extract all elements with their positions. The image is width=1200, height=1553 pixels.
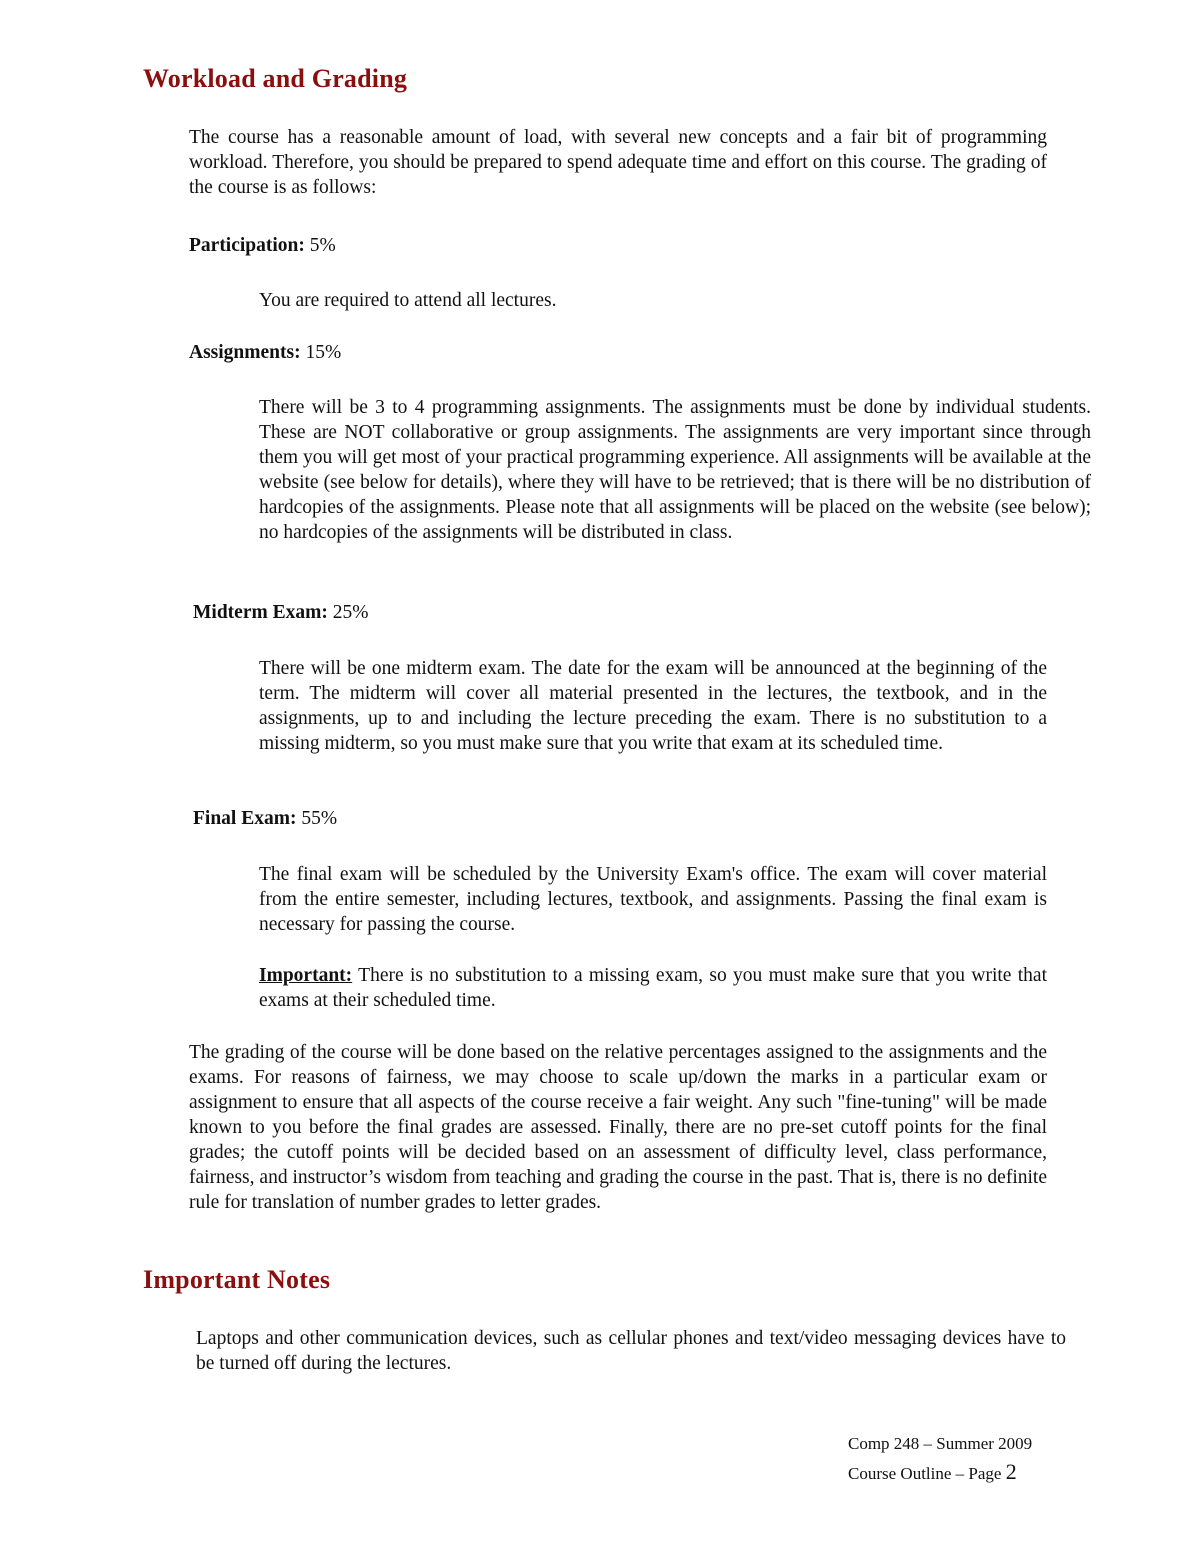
participation-weight: 5%: [309, 235, 336, 256]
assignments-weight: 15%: [305, 342, 342, 363]
participation-label: Participation:: [189, 235, 305, 256]
important-label: Important:: [259, 965, 353, 986]
assignments-heading: [189, 342, 341, 364]
workload-intro: The course has a reasonable amount of load, with several new concepts and a fair bit of programming workload. Therefore, you should be prepared to spend adequate time and effort on this course. The grading of the course is as follows:: [189, 127, 1047, 198]
midterm-weight: 25%: [332, 602, 369, 623]
footer-course: Comp 248 – Summer 2009: [848, 1434, 1033, 1453]
participation-heading: [189, 235, 336, 257]
final-heading: [193, 808, 337, 830]
assignments-text: There will be 3 to 4 programming assignments. The assignments must be done by individual students. These are NOT collaborative or group assignments. The assignments are very important since through them you will get most of your practical programming experience. All assignments will be available at the website (see below for details), where they will have to be retrieved; that is there will be no distribution of hardcopies of the assignments. Please note that all assignments will be placed on the website (see below); no hardcopies of the assignments will be distributed in class.: [259, 397, 1091, 543]
notes-text: Laptops and other communication devices, such as cellular phones and text/video messaging devices have to be turned off during the lectures.: [196, 1328, 1066, 1374]
footer-outline-label: Course Outline – Page: [848, 1464, 1002, 1483]
final-weight: 55%: [301, 808, 338, 829]
final-important-note: [259, 963, 1047, 1013]
final-text: The final exam will be scheduled by the University Exam's office. The exam will cover material from the entire semester, including lectures, textbook, and assignments. Passing the final exam is necessary for passing the course.: [259, 864, 1047, 935]
participation-text: You are required to attend all lectures.: [259, 290, 557, 311]
midterm-heading: [193, 602, 368, 624]
final-label: Final Exam:: [193, 808, 297, 829]
important-text: There is no substitution to a missing exam, so you must make sure that you write that exams at their scheduled time.: [259, 965, 1047, 1011]
section-title-workload: Workload and Grading: [143, 64, 408, 93]
page-number: 2: [1005, 1459, 1017, 1484]
midterm-label: Midterm Exam:: [193, 602, 328, 623]
grading-note: The grading of the course will be done based on the relative percentages assigned to the assignments and the exams. For reasons of fairness, we may choose to scale up/down the marks in a particular exam or assignment to ensure that all aspects of the course receive a fair weight. Any such "fine-tuning" will be made known to you before the final grades are assessed. Finally, there are no pre-set cutoff points for the final grades; the cutoff points will be decided based on an assessment of difficulty level, class performance, fairness, and instructor’s wisdom from teaching and grading the course in the past. That is, there is no definite rule for translation of number grades to letter grades.: [189, 1042, 1047, 1213]
footer-outline: [848, 1458, 1032, 1488]
assignments-label: Assignments:: [189, 342, 301, 363]
section-title-notes: Important Notes: [143, 1265, 331, 1294]
midterm-text: There will be one midterm exam. The date for the exam will be announced at the beginning of the term. The midterm will cover all material presented in the lectures, the textbook, and in the assignments, up to and including the lecture preceding the exam. There is no substitution to a missing midterm, so you must make sure that you write that exam at its scheduled time.: [259, 658, 1047, 754]
page-footer: [848, 1430, 1032, 1488]
